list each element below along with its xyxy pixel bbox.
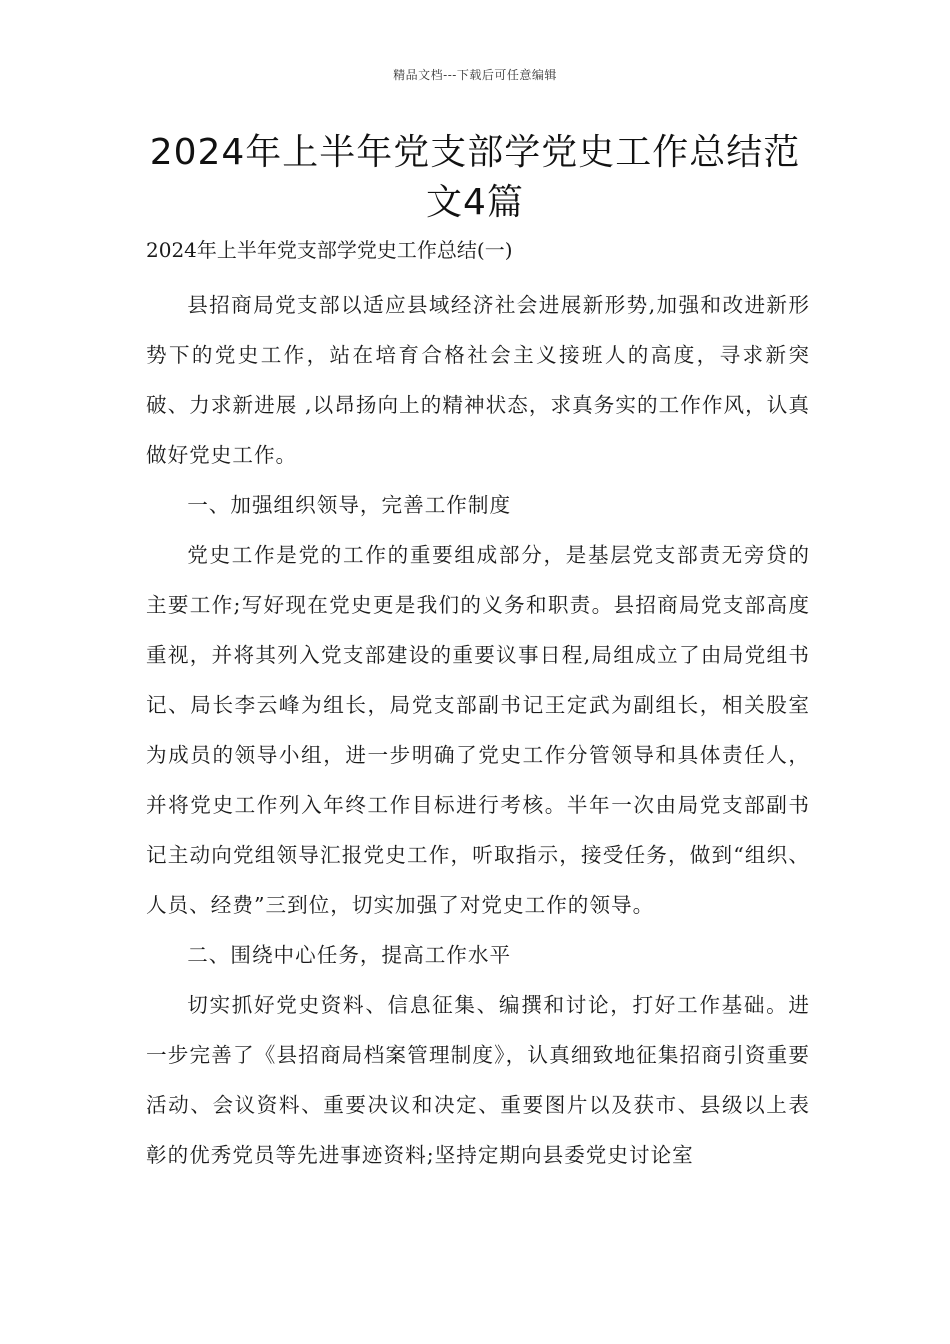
paragraph-section-1: 党史工作是党的工作的重要组成部分，是基层党支部责无旁贷的主要工作;写好现在党史更是我们的义务和职责。县招商局党支部高度重视，并将其列入党支部建设的重要议事日程,局组成立了由局党组书记、局长李云峰为组长，局党支部副书记王定武为副组长，相关股室为成员的领导小组，进一步明确了党史工作分管领导和具体责任人，并将党史工作列入年终工作目标进行考核。半年一次由局党支部副书记主动向党组领导汇报党史工作，听取指示，接受任务，做到“组织、人员、经费”三到位，切实加强了对党史工作的领导。 (146, 543, 810, 917)
section-heading-1: 一、加强组织领导，完善工作制度 (187, 493, 512, 517)
paragraph-section-2: 切实抓好党史资料、信息征集、编撰和讨论，打好工作基础。进一步完善了《县招商局档案管理制度》，认真细致地征集招商引资重要活动、会议资料、重要决议和决定、重要图片以及获市、县级以上表彰的优秀党员等先进事迹资料;坚持定期向县委党史讨论室 (146, 993, 810, 1167)
section-heading-2: 二、围绕中心任务，提高工作水平 (187, 943, 512, 967)
document-title: 2024年上半年党支部学党史工作总结范文4篇 (149, 132, 801, 223)
document-subtitle: 2024年上半年党支部学党史工作总结(一) (146, 238, 513, 262)
header-note: 精品文档---下载后可任意编辑 (393, 68, 557, 82)
paragraph-intro: 县招商局党支部以适应县域经济社会进展新形势,加强和改进新形势下的党史工作，站在培育合格社会主义接班人的高度，寻求新突破、力求新进展 ,以昂扬向上的精神状态，求真务实的工作作风，认真做好党史工作。 (146, 293, 810, 467)
document-body (146, 280, 810, 1180)
